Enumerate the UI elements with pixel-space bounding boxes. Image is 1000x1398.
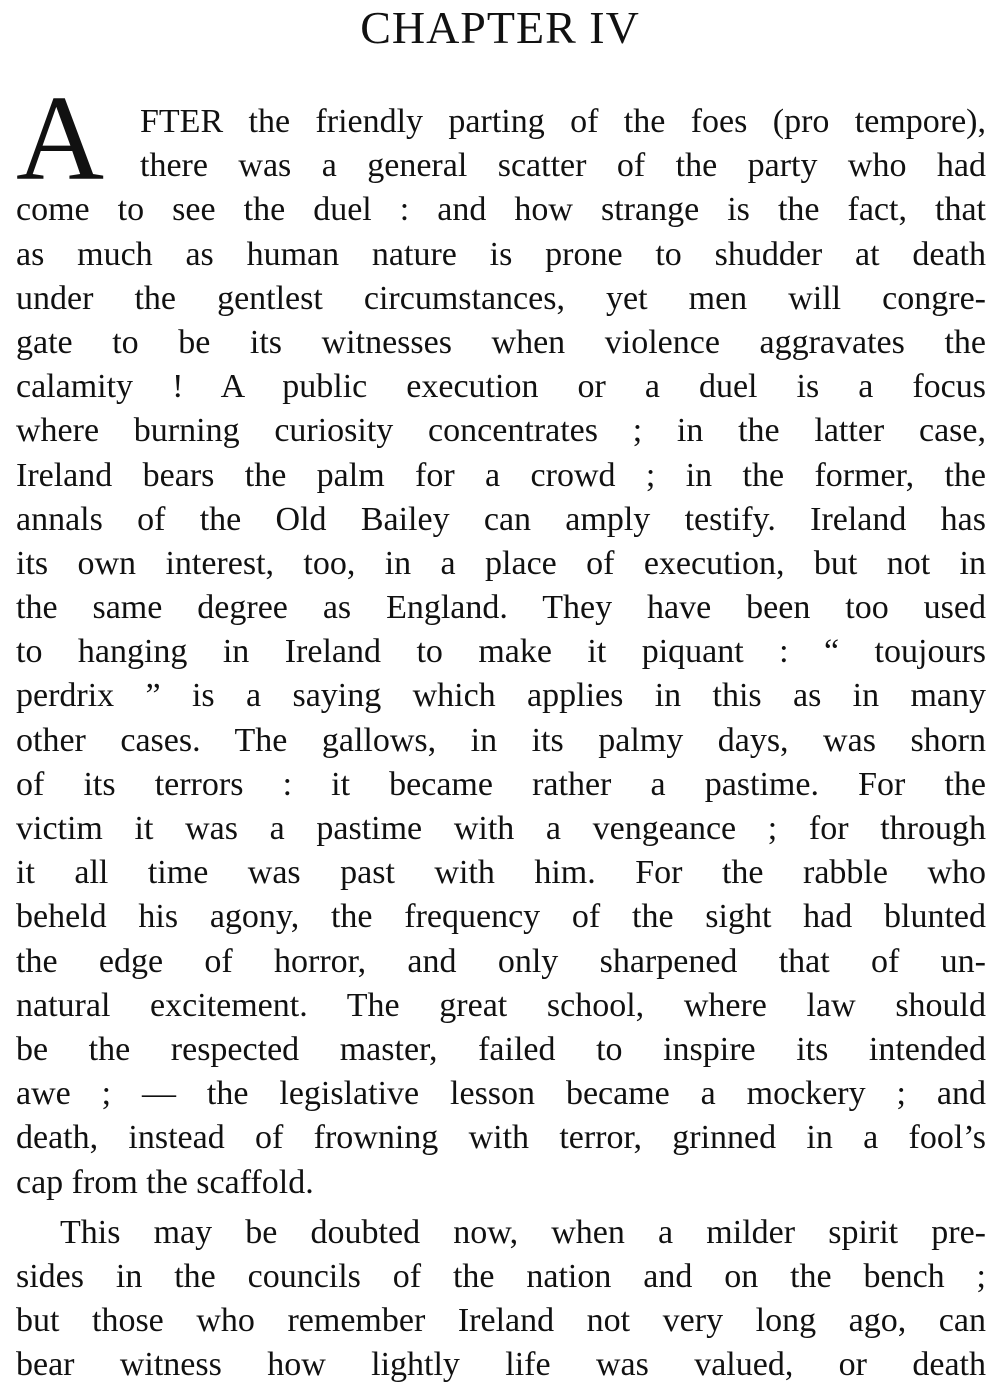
text-line: bear witness how lightly life was valued, or death — [16, 1346, 986, 1384]
text-line: perdrix ” is a saying which applies in this as in many — [16, 677, 986, 715]
chapter-heading: CHAPTER IV — [360, 2, 640, 53]
text-line: it all time was past with him. For the rabble who — [16, 854, 986, 892]
text-line: the same degree as England. They have been too used — [16, 589, 986, 627]
text-line: under the gentlest circumstances, yet men will congre- — [16, 279, 986, 317]
paragraph-1 — [16, 100, 986, 1205]
text-line: of its terrors : it became rather a pastime. For the — [16, 765, 986, 803]
text-line: sides in the councils of the nation and on the bench ; — [16, 1257, 986, 1295]
text-line: come to see the duel : and how strange is the fact, that — [16, 191, 986, 229]
text-line: to hanging in Ireland to make it piquant : “ toujours — [16, 633, 986, 671]
text-line: be the respected master, failed to inspire its intended — [16, 1030, 986, 1068]
text-line: FTER the friendly parting of the foes (pro tempore), — [140, 103, 986, 140]
text-line: Ireland bears the palm for a crowd ; in the former, the — [16, 456, 986, 494]
text-line: death, instead of frowning with terror, grinned in a fool’s — [16, 1119, 986, 1157]
text-line: but those who remember Ireland not very long ago, can — [16, 1302, 986, 1340]
text-line: annals of the Old Bailey can amply testify. Ireland has — [16, 500, 986, 538]
text-line: awe ; — the legislative lesson became a mockery ; and — [16, 1075, 986, 1113]
text-line: where burning curiosity concentrates ; in the latter case, — [16, 412, 986, 450]
body-text — [16, 100, 986, 1387]
text-line: other cases. The gallows, in its palmy days, was shorn — [16, 721, 986, 759]
text-line: natural excitement. The great school, where law should — [16, 986, 986, 1024]
text-line: there was a general scatter of the party who had — [140, 147, 986, 185]
text-line: gate to be its witnesses when violence aggravates the — [16, 323, 986, 361]
text-line: as much as human nature is prone to shudder at death — [16, 235, 986, 273]
text-line: the edge of horror, and only sharpened that of un- — [16, 942, 986, 980]
text-line: calamity ! A public execution or a duel is a focus — [16, 368, 986, 406]
text-line: This may be doubted now, when a milder spirit pre- — [60, 1213, 986, 1251]
drop-cap-letter: A — [16, 71, 105, 206]
paragraph-2 — [16, 1211, 986, 1388]
text-line: beheld his agony, the frequency of the sight had blunted — [16, 898, 986, 936]
text-line: victim it was a pastime with a vengeance ; for through — [16, 810, 986, 847]
text-line: cap from the scaffold. — [16, 1163, 314, 1201]
text-line: its own interest, too, in a place of execution, but not in — [16, 544, 986, 582]
